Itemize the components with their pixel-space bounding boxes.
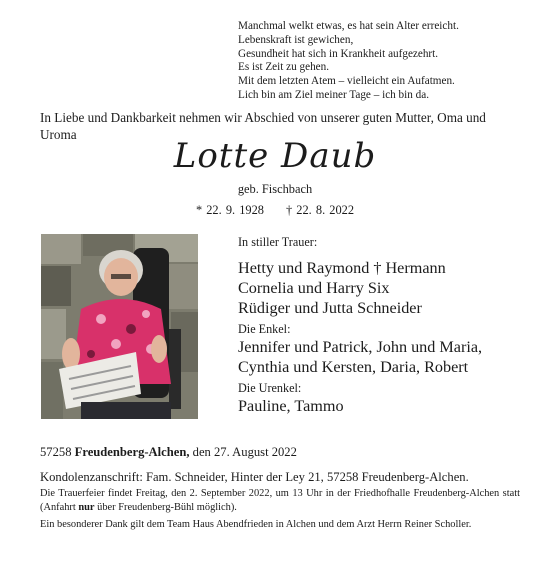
- great-grandchildren-line: Pauline, Tammo: [238, 397, 344, 415]
- life-dates: [0, 202, 550, 218]
- poem: [238, 20, 538, 103]
- poem-line: Lebenskraft ist gewichen,: [238, 33, 354, 46]
- great-grandchildren-heading: Die Urenkel:: [238, 381, 302, 395]
- deceased-name: Lotte Daub: [173, 136, 377, 176]
- place-name: Freudenberg-Alchen,: [74, 445, 190, 459]
- grandchildren-line: Jennifer und Patrick, John und Maria,: [238, 338, 483, 356]
- family-line: Rüdiger und Jutta Schneider: [238, 299, 422, 317]
- mourners-heading: In stiller Trauer:: [238, 235, 318, 249]
- funeral-text-end: über Freudenberg-Bühl möglich).: [94, 501, 237, 513]
- family-line: Hetty und Raymond † Hermann: [238, 259, 446, 277]
- poem-line: Mit dem letzten Atem – vielleicht ein Aufatmen.: [238, 75, 455, 88]
- birth-name: geb. Fischbach: [237, 182, 313, 196]
- birth-date: * 22. 9. 1928: [195, 203, 264, 217]
- poem-line: Lich bin am Ziel meiner Tage – ich bin da.: [238, 88, 430, 101]
- death-date: † 22. 8. 2022: [286, 203, 355, 217]
- funeral-emphasis: nur: [78, 501, 95, 513]
- funeral-notice: [40, 487, 520, 514]
- grandchildren-heading: Die Enkel:: [238, 322, 291, 336]
- poem-line: Manchmal welkt etwas, es hat sein Alter erreicht.: [238, 20, 459, 32]
- grandchildren-line: Cynthia und Kersten, Daria, Robert: [238, 358, 469, 376]
- intro-text: In Liebe und Dankbarkeit nehmen wir Abschied von unserer guten Mutter, Oma und Uroma: [40, 110, 486, 142]
- mourners-list: [238, 235, 538, 416]
- funeral-text: Die Trauerfeier findet Freitag, den 2. September 2022, um 13 Uhr in der Friedhofhalle Freudenberg-Alchen statt (Anfahrt: [40, 488, 520, 513]
- poem-line: Es ist Zeit zu gehen.: [238, 61, 330, 74]
- condolence-address: Kondolenzanschrift: Fam. Schneider, Hinter der Ley 21, 57258 Freudenberg-Alchen.: [40, 470, 469, 484]
- postal-code: 57258: [40, 445, 72, 459]
- poem-line: Gesundheit hat sich in Krankheit aufgezehrt.: [238, 47, 439, 60]
- place-date-line: [40, 444, 520, 460]
- family-line: Cornelia und Harry Six: [238, 279, 390, 297]
- thanks-note: Ein besonderer Dank gilt dem Team Haus Abendfrieden in Alchen und dem Arzt Herrn Reiner Scholler.: [40, 519, 472, 530]
- announcement-date: den 27. August 2022: [192, 445, 297, 459]
- portrait-photo: [41, 234, 198, 419]
